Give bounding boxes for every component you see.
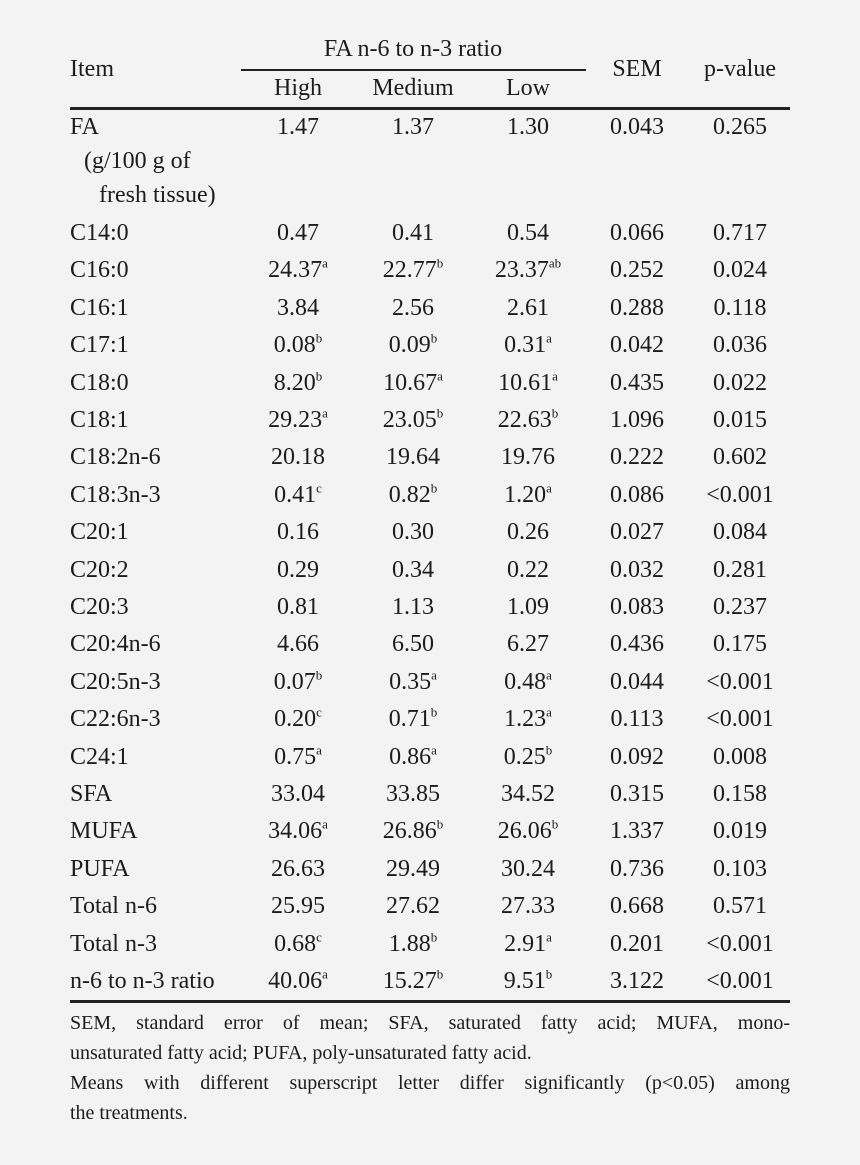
- cell-value: 25.95: [271, 893, 325, 920]
- cell-value: 0.281: [713, 556, 767, 583]
- significance-superscript: a: [546, 667, 552, 683]
- cell-sem: [610, 668, 664, 696]
- row-item-label: C20:3: [70, 594, 129, 620]
- cell-value: 3.122: [610, 968, 664, 994]
- cell-p: [713, 743, 767, 771]
- cell-value: 0.436: [610, 631, 664, 658]
- cell-value: 19.64: [386, 444, 440, 471]
- significance-superscript: b: [551, 405, 559, 421]
- cell-medium: [389, 930, 438, 958]
- cell-sem: [610, 743, 664, 771]
- significance-superscript: b: [436, 966, 444, 982]
- significance-superscript: b: [545, 741, 553, 757]
- cell-p: [713, 817, 767, 845]
- header-item: Item: [70, 56, 114, 82]
- cell-value: 29.23: [268, 407, 323, 433]
- cell-value: 0.015: [713, 407, 767, 433]
- cell-value: 0.024: [713, 257, 767, 284]
- row-item-label: C18:1: [70, 407, 129, 433]
- row-item-label: C18:0: [70, 369, 129, 396]
- cell-low: [501, 855, 555, 883]
- significance-superscript: b: [430, 330, 438, 346]
- significance-superscript: a: [322, 405, 328, 421]
- cell-value: 0.158: [713, 781, 767, 807]
- cell-medium: [383, 406, 444, 434]
- cell-medium: [386, 443, 440, 471]
- significance-superscript: a: [437, 367, 443, 383]
- cell-value: 22.77: [382, 257, 437, 284]
- cell-value: <0.001: [706, 668, 774, 695]
- header-pvalue: p-value: [704, 56, 776, 82]
- cell-medium: [392, 556, 434, 584]
- cell-low: [507, 294, 549, 322]
- cell-value: 0.032: [610, 556, 664, 583]
- significance-superscript: b: [315, 667, 323, 683]
- significance-superscript: a: [322, 966, 328, 982]
- header-ratio-group: FA n-6 to n-3 ratio: [323, 36, 503, 62]
- header-low: Low: [506, 75, 550, 101]
- cell-sem: [610, 593, 664, 621]
- cell-sem: [610, 930, 664, 958]
- cell-value: 0.027: [610, 519, 664, 546]
- header-medium: Medium: [372, 75, 454, 101]
- row-item-label: C20:4n-6: [70, 631, 161, 658]
- cell-low: [501, 892, 555, 920]
- cell-sem: [610, 855, 664, 883]
- significance-superscript: b: [545, 966, 553, 982]
- cell-sem: [610, 705, 663, 733]
- significance-superscript: a: [322, 255, 328, 271]
- cell-high: [271, 443, 325, 471]
- cell-high: [271, 780, 325, 808]
- cell-value: 0.07: [273, 668, 316, 695]
- cell-value: 6.27: [507, 631, 549, 658]
- significance-superscript: c: [316, 480, 322, 496]
- cell-p: [713, 256, 767, 284]
- row-item-label: C24:1: [70, 743, 129, 770]
- cell-value: 34.06: [268, 818, 323, 845]
- cell-value: 0.008: [713, 743, 767, 770]
- cell-low: [507, 518, 549, 546]
- cell-value: 0.118: [713, 294, 767, 321]
- cell-medium: [383, 967, 444, 995]
- cell-value: 0.31: [504, 332, 547, 359]
- cell-high: [274, 743, 322, 771]
- cell-p: [713, 219, 767, 247]
- cell-medium: [389, 705, 438, 733]
- cell-value: 0.54: [507, 220, 549, 246]
- cell-sem: [610, 294, 664, 322]
- cell-medium: [389, 743, 437, 771]
- cell-value: 0.435: [610, 369, 664, 396]
- cell-medium: [386, 780, 440, 808]
- cell-value: 0.103: [713, 855, 767, 882]
- fa-high: 1.47: [277, 114, 319, 140]
- significance-superscript: b: [551, 816, 559, 832]
- cell-p: [713, 855, 767, 883]
- fa-label-line2: (g/100 g of: [84, 148, 191, 174]
- cell-value: 0.22: [507, 556, 549, 583]
- cell-value: <0.001: [706, 706, 774, 733]
- cell-value: 0.066: [610, 220, 664, 246]
- cell-p: [713, 443, 767, 471]
- cell-low: [504, 668, 552, 696]
- cell-sem: [610, 630, 664, 658]
- significance-superscript: a: [316, 741, 322, 757]
- significance-superscript: c: [316, 704, 322, 720]
- cell-sem: [610, 780, 664, 808]
- cell-p: [713, 892, 767, 920]
- fa-label-line3: fresh tissue): [99, 182, 216, 208]
- row-item-label: SFA: [70, 781, 113, 807]
- row-item-label: n-6 to n-3 ratio: [70, 968, 215, 994]
- cell-medium: [383, 817, 444, 845]
- cell-value: 24.37: [268, 257, 323, 284]
- cell-low: [504, 705, 552, 733]
- cell-low: [498, 817, 559, 845]
- cell-high: [271, 892, 325, 920]
- significance-superscript: b: [430, 704, 438, 720]
- significance-superscript: c: [316, 928, 322, 944]
- row-item-label: C20:5n-3: [70, 668, 161, 695]
- cell-value: 0.668: [610, 893, 664, 920]
- row-item-label: C16:1: [70, 294, 129, 321]
- cell-p: [706, 705, 774, 733]
- fa-p: 0.265: [713, 114, 767, 140]
- cell-value: 2.91: [504, 930, 547, 957]
- row-item-label: Total n-3: [70, 930, 157, 957]
- row-item-label: C18:3n-3: [70, 481, 161, 508]
- row-item-label: C20:2: [70, 556, 129, 583]
- cell-p: [713, 556, 767, 584]
- cell-high: [268, 967, 328, 995]
- cell-value: 0.35: [389, 668, 432, 695]
- cell-value: 1.20: [504, 481, 547, 508]
- cell-value: 27.33: [501, 893, 555, 920]
- cell-value: 0.086: [610, 481, 664, 508]
- cell-value: <0.001: [706, 481, 774, 508]
- cell-value: 0.175: [713, 631, 767, 658]
- cell-medium: [386, 855, 440, 883]
- cell-medium: [386, 892, 440, 920]
- cell-low: [501, 443, 555, 471]
- significance-superscript: b: [436, 255, 444, 271]
- cell-high: [274, 705, 322, 733]
- significance-superscript: b: [315, 330, 323, 346]
- cell-value: 0.41: [392, 220, 434, 246]
- cell-value: 4.66: [277, 631, 319, 658]
- fa-medium: 1.37: [392, 114, 434, 140]
- cell-value: 40.06: [268, 968, 323, 994]
- cell-value: 1.337: [610, 818, 664, 845]
- cell-low: [507, 219, 549, 247]
- cell-value: 6.50: [392, 631, 434, 658]
- cell-value: 23.37: [494, 257, 549, 284]
- cell-value: 1.13: [392, 594, 434, 620]
- cell-low: [504, 331, 552, 359]
- cell-value: 0.86: [389, 743, 432, 770]
- cell-low: [504, 930, 552, 958]
- cell-value: 0.29: [277, 556, 319, 583]
- cell-p: [706, 668, 774, 696]
- cell-value: 2.56: [392, 294, 434, 321]
- footnote-abbrev-line2: unsaturated fatty acid; PUFA, poly-unsaturated fatty acid.: [70, 1042, 532, 1064]
- significance-superscript: a: [322, 816, 328, 832]
- cell-value: 0.09: [388, 332, 431, 359]
- cell-high: [274, 930, 322, 958]
- cell-value: 0.084: [713, 519, 767, 546]
- cell-value: 1.23: [504, 706, 547, 733]
- cell-high: [271, 855, 325, 883]
- cell-sem: [610, 892, 664, 920]
- cell-value: 0.16: [277, 519, 319, 546]
- cell-value: 0.20: [274, 706, 317, 733]
- cell-value: 2.61: [507, 294, 549, 321]
- cell-low: [504, 967, 553, 995]
- row-item-label: MUFA: [70, 818, 138, 845]
- significance-superscript: b: [430, 928, 438, 944]
- cell-sem: [610, 406, 664, 434]
- significance-superscript: a: [431, 741, 437, 757]
- cell-value: 0.82: [388, 481, 431, 508]
- cell-value: 0.201: [610, 930, 664, 957]
- cell-sem: [610, 817, 664, 845]
- cell-value: 29.49: [386, 855, 440, 882]
- fa-low: 1.30: [507, 114, 549, 140]
- cell-p: [706, 967, 774, 995]
- significance-superscript: b: [436, 816, 444, 832]
- cell-low: [498, 369, 558, 397]
- cell-p: [713, 294, 766, 322]
- cell-medium: [383, 256, 444, 284]
- cell-value: 0.41: [274, 481, 317, 508]
- cell-high: [277, 219, 319, 247]
- significance-superscript: b: [430, 480, 438, 496]
- cell-value: 26.86: [382, 818, 437, 845]
- cell-value: 0.036: [713, 332, 767, 359]
- cell-medium: [392, 593, 434, 621]
- header-high: High: [274, 75, 322, 101]
- cell-value: 30.24: [501, 855, 555, 882]
- significance-superscript: ab: [548, 255, 562, 271]
- row-item-label: C14:0: [70, 220, 129, 246]
- significance-superscript: a: [546, 480, 552, 496]
- cell-p: [713, 331, 767, 359]
- significance-superscript: a: [546, 330, 552, 346]
- cell-value: 0.75: [274, 743, 317, 770]
- row-item-label: PUFA: [70, 855, 130, 882]
- cell-value: 0.71: [388, 706, 431, 733]
- cell-sem: [610, 967, 664, 995]
- cell-high: [277, 630, 319, 658]
- cell-high: [277, 593, 319, 621]
- cell-value: 3.84: [277, 294, 319, 321]
- fa-sem: 0.043: [610, 114, 664, 140]
- row-item-label: C20:1: [70, 519, 129, 546]
- cell-p: [713, 630, 767, 658]
- cell-low: [498, 406, 559, 434]
- cell-sem: [610, 481, 664, 509]
- group-underline: [241, 69, 586, 71]
- header-sem: SEM: [612, 56, 662, 82]
- cell-value: 0.25: [503, 743, 546, 770]
- cell-medium: [389, 481, 438, 509]
- cell-high: [274, 668, 323, 696]
- cell-value: 0.47: [277, 220, 319, 246]
- cell-value: 0.08: [273, 332, 316, 359]
- cell-medium: [389, 331, 438, 359]
- cell-value: 27.62: [386, 893, 440, 920]
- cell-sem: [610, 443, 664, 471]
- cell-value: 33.04: [271, 781, 325, 807]
- cell-value: 0.26: [507, 519, 549, 546]
- cell-low: [495, 256, 561, 284]
- cell-value: 22.63: [497, 407, 552, 433]
- cell-sem: [610, 556, 664, 584]
- cell-value: 0.315: [610, 781, 664, 807]
- cell-high: [277, 556, 319, 584]
- significance-superscript: b: [315, 367, 323, 383]
- cell-value: 8.20: [273, 369, 316, 396]
- row-item-label: C22:6n-3: [70, 706, 161, 733]
- cell-low: [501, 780, 555, 808]
- row-item-label: Total n-6: [70, 893, 157, 920]
- cell-value: 0.736: [610, 855, 664, 882]
- cell-high: [268, 256, 328, 284]
- cell-value: 1.88: [388, 930, 431, 957]
- cell-value: <0.001: [706, 968, 774, 994]
- cell-value: 0.042: [610, 332, 664, 359]
- cell-value: 0.044: [610, 668, 664, 695]
- cell-value: 1.09: [507, 594, 549, 620]
- cell-sem: [610, 369, 664, 397]
- footnote-abbrev-line1: SEM, standard error of mean; SFA, saturated fatty acid; MUFA, mono-: [70, 1012, 790, 1034]
- cell-value: 34.52: [501, 781, 555, 807]
- cell-value: 0.717: [713, 220, 767, 246]
- cell-value: 0.252: [610, 257, 664, 284]
- cell-value: 0.092: [610, 743, 664, 770]
- cell-high: [268, 817, 328, 845]
- header-rule: [70, 107, 790, 110]
- cell-value: 26.63: [271, 855, 325, 882]
- cell-low: [507, 556, 549, 584]
- cell-value: 23.05: [382, 407, 437, 433]
- cell-value: 20.18: [271, 444, 325, 471]
- cell-sem: [610, 219, 664, 247]
- cell-sem: [610, 331, 664, 359]
- cell-value: 33.85: [386, 781, 440, 807]
- cell-sem: [610, 256, 664, 284]
- cell-value: 0.571: [713, 893, 767, 920]
- cell-value: 10.61: [498, 369, 553, 396]
- cell-p: [713, 518, 767, 546]
- cell-p: [713, 369, 767, 397]
- cell-p: [713, 406, 767, 434]
- cell-value: 26.06: [497, 818, 552, 845]
- cell-p: [713, 593, 767, 621]
- cell-medium: [383, 369, 443, 397]
- cell-value: 0.48: [504, 668, 547, 695]
- cell-high: [268, 406, 328, 434]
- cell-high: [274, 331, 323, 359]
- cell-low: [507, 593, 549, 621]
- cell-value: 19.76: [501, 444, 555, 471]
- fa-label-line1: FA: [70, 114, 99, 140]
- cell-value: <0.001: [706, 930, 774, 957]
- significance-superscript: a: [546, 928, 552, 944]
- cell-value: 0.288: [610, 294, 664, 321]
- cell-sem: [610, 518, 664, 546]
- cell-value: 0.81: [277, 594, 319, 620]
- significance-superscript: a: [546, 704, 552, 720]
- cell-medium: [392, 219, 434, 247]
- cell-value: 15.27: [382, 968, 437, 994]
- cell-p: [713, 780, 767, 808]
- cell-value: 0.30: [392, 519, 434, 546]
- bottom-rule: [70, 1000, 790, 1003]
- footnote-means-line1: Means with different superscript letter differ significantly (p<0.05) among: [70, 1072, 790, 1094]
- row-item-label: C18:2n-6: [70, 444, 161, 471]
- cell-medium: [392, 518, 434, 546]
- cell-high: [274, 369, 323, 397]
- significance-superscript: b: [436, 405, 444, 421]
- cell-medium: [389, 668, 437, 696]
- cell-low: [507, 630, 549, 658]
- cell-high: [274, 481, 322, 509]
- cell-value: 0.602: [713, 444, 767, 471]
- cell-value: 9.51: [503, 968, 546, 994]
- cell-value: 0.68: [274, 930, 317, 957]
- cell-high: [277, 518, 319, 546]
- significance-superscript: a: [552, 367, 558, 383]
- cell-medium: [392, 294, 434, 322]
- cell-low: [504, 481, 552, 509]
- cell-high: [277, 294, 319, 322]
- cell-value: 0.022: [713, 369, 767, 396]
- row-item-label: C16:0: [70, 257, 129, 284]
- cell-value: 0.237: [713, 594, 767, 620]
- cell-value: 0.083: [610, 594, 664, 620]
- cell-value: 0.113: [610, 706, 664, 733]
- cell-value: 0.222: [610, 444, 664, 471]
- cell-value: 10.67: [383, 369, 438, 396]
- cell-value: 0.019: [713, 818, 767, 845]
- row-item-label: C17:1: [70, 332, 129, 359]
- cell-medium: [392, 630, 434, 658]
- cell-value: 0.34: [392, 556, 434, 583]
- cell-value: 1.096: [610, 407, 664, 433]
- cell-low: [504, 743, 553, 771]
- footnote-means-line2: the treatments.: [70, 1102, 188, 1124]
- significance-superscript: a: [431, 667, 437, 683]
- cell-p: [706, 930, 774, 958]
- cell-p: [706, 481, 774, 509]
